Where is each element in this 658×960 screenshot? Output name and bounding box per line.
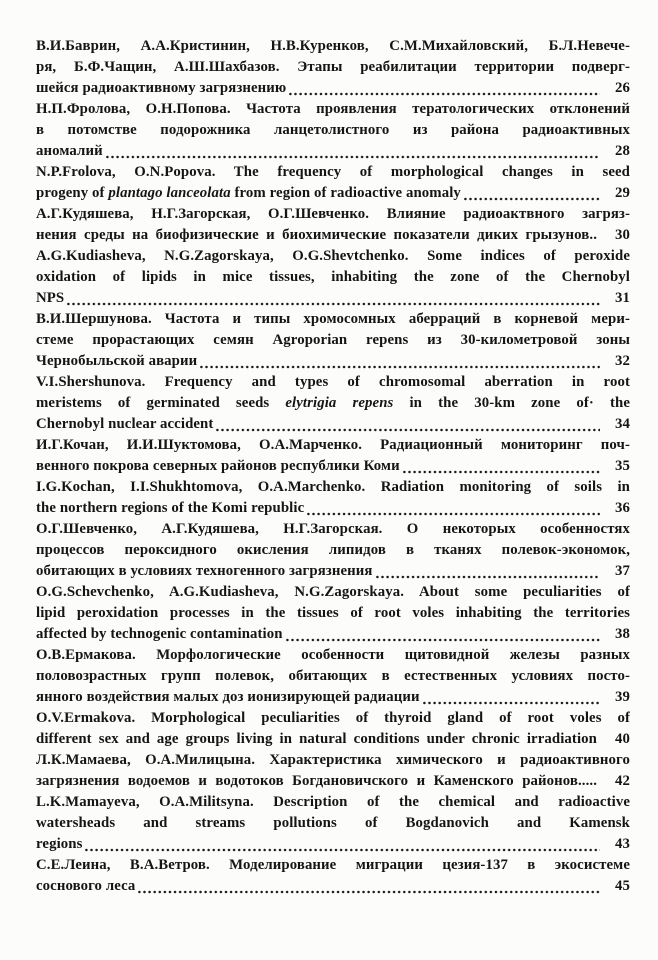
line-text: ря, Б.Ф.Чащин, А.Ш.Шахбазов. Этапы реабилитации территории подверг- (36, 59, 630, 75)
line-text: in the 30-km zone of· the (393, 395, 630, 411)
line-text: oxidation of lipids in mice tissues, inhabiting the zone of the Chernobyl (36, 269, 630, 285)
line-text: О.В.Ермакова. Морфологические особенности щитовидной железы разных (36, 647, 630, 663)
line-text (36, 225, 597, 246)
toc-line (36, 99, 630, 120)
line-text: Chernobyl nuclear accident (36, 416, 214, 432)
line-text: соснового леса (36, 878, 136, 894)
line-text: V.I.Shershunova. Frequency and types of chromosomal aberration in root (36, 374, 630, 390)
line-text (36, 876, 135, 897)
line-text: В.И.Баврин, А.А.Кристинин, Н.В.Куренков, С.М.Михайловский, Б.Л.Невече- (36, 38, 630, 54)
toc-line (36, 267, 630, 288)
toc-line (36, 309, 630, 330)
toc-line (36, 57, 630, 78)
toc-line (36, 540, 630, 561)
line-text (36, 183, 461, 204)
line-text (36, 456, 400, 477)
line-text: венного покрова северных районов республики Коми (36, 458, 400, 474)
toc-line (36, 834, 630, 855)
page-number: 34 (615, 416, 630, 432)
page-number: 28 (615, 143, 630, 159)
line-text: I.G.Kochan, I.I.Shukhtomova, O.A.Marchenko. Radiation monitoring of soils in (36, 479, 630, 495)
toc-line (36, 855, 630, 876)
species-name-italic: elytrigia repens (285, 395, 394, 411)
line-text (36, 78, 286, 99)
toc-line (36, 876, 630, 897)
page-number: 43 (615, 836, 630, 852)
toc-line (36, 78, 630, 99)
line-text: affected by technogenic contamination (36, 626, 283, 642)
dot-leader (464, 197, 600, 201)
toc-line (36, 372, 630, 393)
line-text (36, 687, 420, 708)
line-text (36, 771, 597, 792)
dot-leader (106, 155, 600, 159)
toc-line (36, 792, 630, 813)
line-text: нения среды на биофизические и биохимические показатели диких грызунов.. (36, 227, 597, 243)
line-text (36, 498, 304, 519)
toc-line (36, 246, 630, 267)
line-text: NPS (36, 290, 65, 306)
toc-line (36, 456, 630, 477)
toc-line (36, 813, 630, 834)
table-of-contents (36, 36, 630, 897)
line-text: Н.П.Фролова, О.Н.Попова. Частота проявления тератологических отклонений (36, 101, 630, 117)
dot-leader (376, 575, 601, 579)
line-text (36, 141, 103, 162)
line-text: Л.К.Мамаева, О.А.Милицына. Характеристика химического и радиоактивного (36, 752, 630, 768)
line-text: progeny of (36, 185, 109, 201)
toc-line (36, 498, 630, 519)
dot-leader (423, 701, 600, 705)
toc-line (36, 645, 630, 666)
toc-line (36, 351, 630, 372)
toc-line (36, 603, 630, 624)
line-text: В.И.Шершунова. Частота и типы хромосомных аберраций в корневой мери- (36, 311, 630, 327)
toc-line (36, 204, 630, 225)
page-number: 32 (615, 353, 630, 369)
dot-leader (67, 302, 600, 306)
line-text: O.V.Ermakova. Morphological peculiarities of thyroid gland of root voles of (36, 710, 630, 726)
toc-line (36, 162, 630, 183)
toc-line (36, 687, 630, 708)
line-text (36, 624, 283, 645)
line-text: A.G.Kudiasheva, N.G.Zagorskaya, O.G.Shevtchenko. Some indices of peroxide (36, 248, 630, 264)
line-text: Чернобыльской аварии (36, 353, 198, 369)
dot-leader (403, 470, 600, 474)
dot-leader (307, 512, 600, 516)
page-number: 37 (615, 563, 630, 579)
line-text: процессов пероксидного окисления липидов в тканях полевок-экономок, (36, 542, 630, 558)
toc-line (36, 750, 630, 771)
page-number: 30 (615, 227, 630, 243)
line-text: загрязнения водоемов и водотоков Богдановичского и Каменского районов..... (36, 773, 597, 789)
page-number: 38 (615, 626, 630, 642)
line-text: янного воздействия малых доз ионизирующей радиации (36, 689, 420, 705)
page-number: 29 (615, 185, 630, 201)
line-text: в потомстве подорожника ланцетолистного из района радиоактивных (36, 122, 630, 138)
line-text: половозрастных групп полевок, обитающих в естественных условиях посто- (36, 668, 630, 684)
line-text (36, 414, 213, 435)
line-text: С.Е.Леина, В.А.Ветров. Моделирование миграции цезия-137 в экосистеме (36, 857, 630, 873)
line-text (36, 288, 64, 309)
dot-leader (200, 365, 600, 369)
line-text: regions (36, 836, 83, 852)
line-text: L.K.Mamayeva, O.A.Militsyna. Description of the chemical and radioactive (36, 794, 630, 810)
page-number: 36 (615, 500, 630, 516)
toc-line (36, 183, 630, 204)
toc-line (36, 624, 630, 645)
toc-line (36, 120, 630, 141)
dot-leader (138, 890, 600, 894)
line-text: О.Г.Шевченко, А.Г.Кудяшева, Н.Г.Загорская. О некоторых особенностях (36, 521, 630, 537)
toc-line (36, 561, 630, 582)
toc-line (36, 330, 630, 351)
line-text: аномалий (36, 143, 103, 159)
species-name-italic: plantago lanceolata (108, 185, 231, 201)
line-text: lipid peroxidation processes in the tissues of root voles inhabiting the territories (36, 605, 630, 621)
line-text (36, 351, 197, 372)
dot-leader (286, 638, 600, 642)
line-text: O.G.Schevchenko, A.G.Kudiasheva, N.G.Zagorskaya. About some peculiarities of (36, 584, 630, 600)
line-text: N.P.Frolova, O.N.Popova. The frequency of morphological changes in seed (36, 164, 630, 180)
toc-line (36, 729, 630, 750)
line-text: different sex and age groups living in natural conditions under chronic irradiation (36, 731, 597, 747)
page-number: 39 (615, 689, 630, 705)
line-text: обитающих в условиях техногенного загрязнения (36, 563, 373, 579)
line-text (36, 561, 373, 582)
toc-line (36, 666, 630, 687)
line-text (36, 729, 597, 750)
page-number: 35 (615, 458, 630, 474)
line-text: стеме прорастающих семян Agroporian repens из 30-километровой зоны (36, 332, 630, 348)
toc-line (36, 477, 630, 498)
toc-line (36, 288, 630, 309)
page-number: 26 (615, 80, 630, 96)
dot-leader (85, 848, 600, 852)
toc-line (36, 414, 630, 435)
line-text: from region of radioactive anomaly (230, 185, 461, 201)
page-number: 45 (615, 878, 630, 894)
line-text: И.Г.Кочан, И.И.Шуктомова, О.А.Марченко. Радиационный мониторинг поч- (36, 437, 630, 453)
page-number: 42 (615, 773, 630, 789)
toc-line (36, 582, 630, 603)
toc-line (36, 225, 630, 246)
toc-line (36, 36, 630, 57)
toc-line (36, 393, 630, 414)
dot-leader (289, 92, 600, 96)
line-text: А.Г.Кудяшева, Н.Г.Загорская, О.Г.Шевченко. Влияние радиоактвного загряз- (36, 206, 630, 222)
line-text: watersheads and streams pollutions of Bogdanovich and Kamensk (36, 815, 630, 831)
line-text: the northern regions of the Komi republic (36, 500, 305, 516)
toc-line (36, 708, 630, 729)
page-number: 31 (615, 290, 630, 306)
toc-line (36, 771, 630, 792)
toc-line (36, 519, 630, 540)
line-text: meristems of germinated seeds (36, 395, 286, 411)
line-text: шейся радиоактивному загрязнению (36, 80, 287, 96)
page-number: 40 (615, 731, 630, 747)
toc-line (36, 435, 630, 456)
dot-leader (216, 428, 600, 432)
line-text (36, 834, 82, 855)
toc-line (36, 141, 630, 162)
